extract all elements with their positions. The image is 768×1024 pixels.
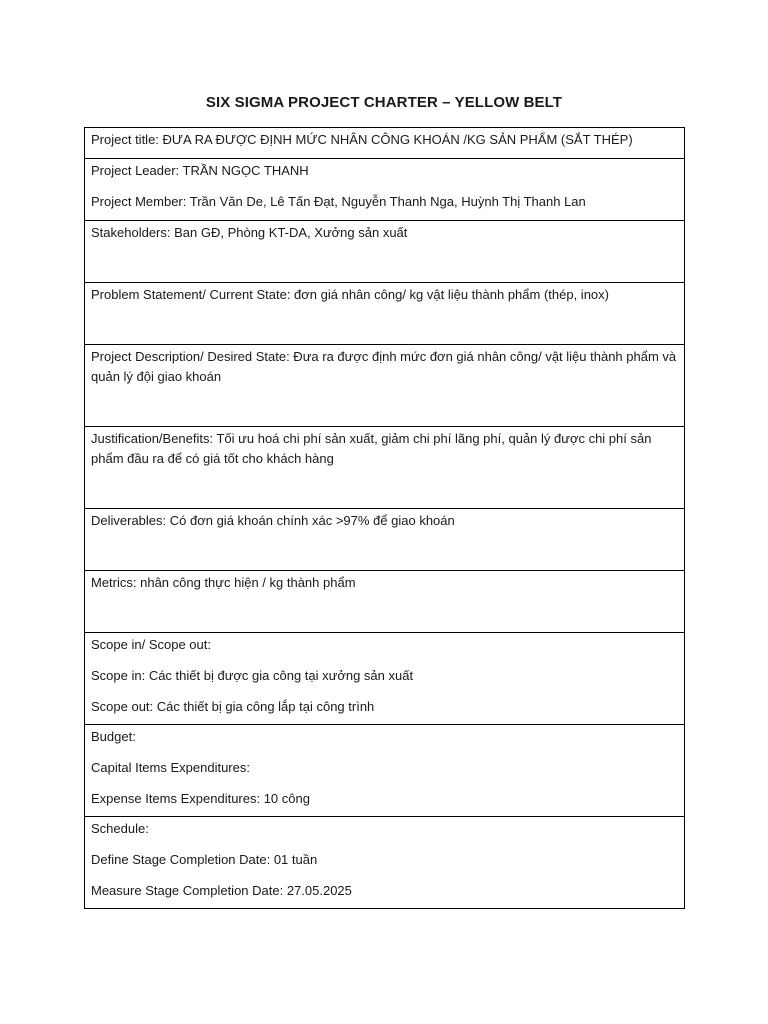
project-leader-text: Project Leader: TRẦN NGỌC THANH bbox=[91, 163, 309, 178]
project-title-cell bbox=[85, 128, 685, 159]
measure-stage-text: Measure Stage Completion Date: 27.05.2025 bbox=[91, 883, 352, 898]
project-charter-table bbox=[84, 127, 685, 909]
table-row bbox=[85, 159, 685, 221]
stakeholders-cell bbox=[85, 221, 685, 283]
expense-items-text: Expense Items Expenditures: 10 công bbox=[91, 791, 310, 806]
table-row bbox=[85, 221, 685, 283]
table-row bbox=[85, 283, 685, 345]
table-row bbox=[85, 427, 685, 509]
project-title-text: Project title: ĐƯA RA ĐƯỢC ĐỊNH MỨC NHÂN CÔNG KHOÁN /KG SẢN PHẨM (SẮT THÉP) bbox=[91, 132, 633, 147]
deliverables-cell bbox=[85, 509, 685, 571]
metrics-text: Metrics: nhân công thực hiện / kg thành phẩm bbox=[91, 575, 356, 590]
schedule-cell bbox=[85, 817, 685, 909]
define-stage-text: Define Stage Completion Date: 01 tuần bbox=[91, 852, 318, 867]
problem-statement-cell bbox=[85, 283, 685, 345]
table-row bbox=[85, 571, 685, 633]
project-description-cell bbox=[85, 345, 685, 427]
table-row bbox=[85, 725, 685, 817]
scope-heading: Scope in/ Scope out: bbox=[91, 637, 211, 652]
project-member-text: Project Member: Trần Văn De, Lê Tấn Đạt, Nguyễn Thanh Nga, Huỳnh Thị Thanh Lan bbox=[91, 194, 586, 209]
capital-items-text: Capital Items Expenditures: bbox=[91, 760, 250, 775]
justification-cell bbox=[85, 427, 685, 509]
scope-in-text: Scope in: Các thiết bị được gia công tại xưởng sản xuất bbox=[91, 668, 414, 683]
metrics-cell bbox=[85, 571, 685, 633]
table-row bbox=[85, 817, 685, 909]
table-row bbox=[85, 633, 685, 725]
justification-text: Justification/Benefits: Tối ưu hoá chi phí sản xuất, giảm chi phí lãng phí, quản lý được chi phí sản phẩm đầu ra để có giá tốt cho khách hàng bbox=[91, 431, 652, 466]
problem-statement-text: Problem Statement/ Current State: đơn giá nhân công/ kg vật liệu thành phẩm (thép, inox) bbox=[91, 287, 609, 302]
stakeholders-text: Stakeholders: Ban GĐ, Phòng KT-DA, Xưởng sản xuất bbox=[91, 225, 408, 240]
page-title: SIX SIGMA PROJECT CHARTER – YELLOW BELT bbox=[205, 94, 563, 111]
table-row bbox=[85, 509, 685, 571]
schedule-heading: Schedule: bbox=[91, 821, 149, 836]
budget-heading: Budget: bbox=[91, 729, 136, 744]
table-row bbox=[85, 345, 685, 427]
scope-cell bbox=[85, 633, 685, 725]
scope-out-text: Scope out: Các thiết bị gia công lắp tại công trình bbox=[91, 699, 375, 714]
project-description-text: Project Description/ Desired State: Đưa ra được định mức đơn giá nhân công/ vật liệu thành phẩm và quản lý đội giao khoán bbox=[91, 349, 677, 384]
table-row bbox=[85, 128, 685, 159]
deliverables-text: Deliverables: Có đơn giá khoán chính xác >97% để giao khoán bbox=[91, 513, 455, 528]
budget-cell bbox=[85, 725, 685, 817]
project-team-cell bbox=[85, 159, 685, 221]
